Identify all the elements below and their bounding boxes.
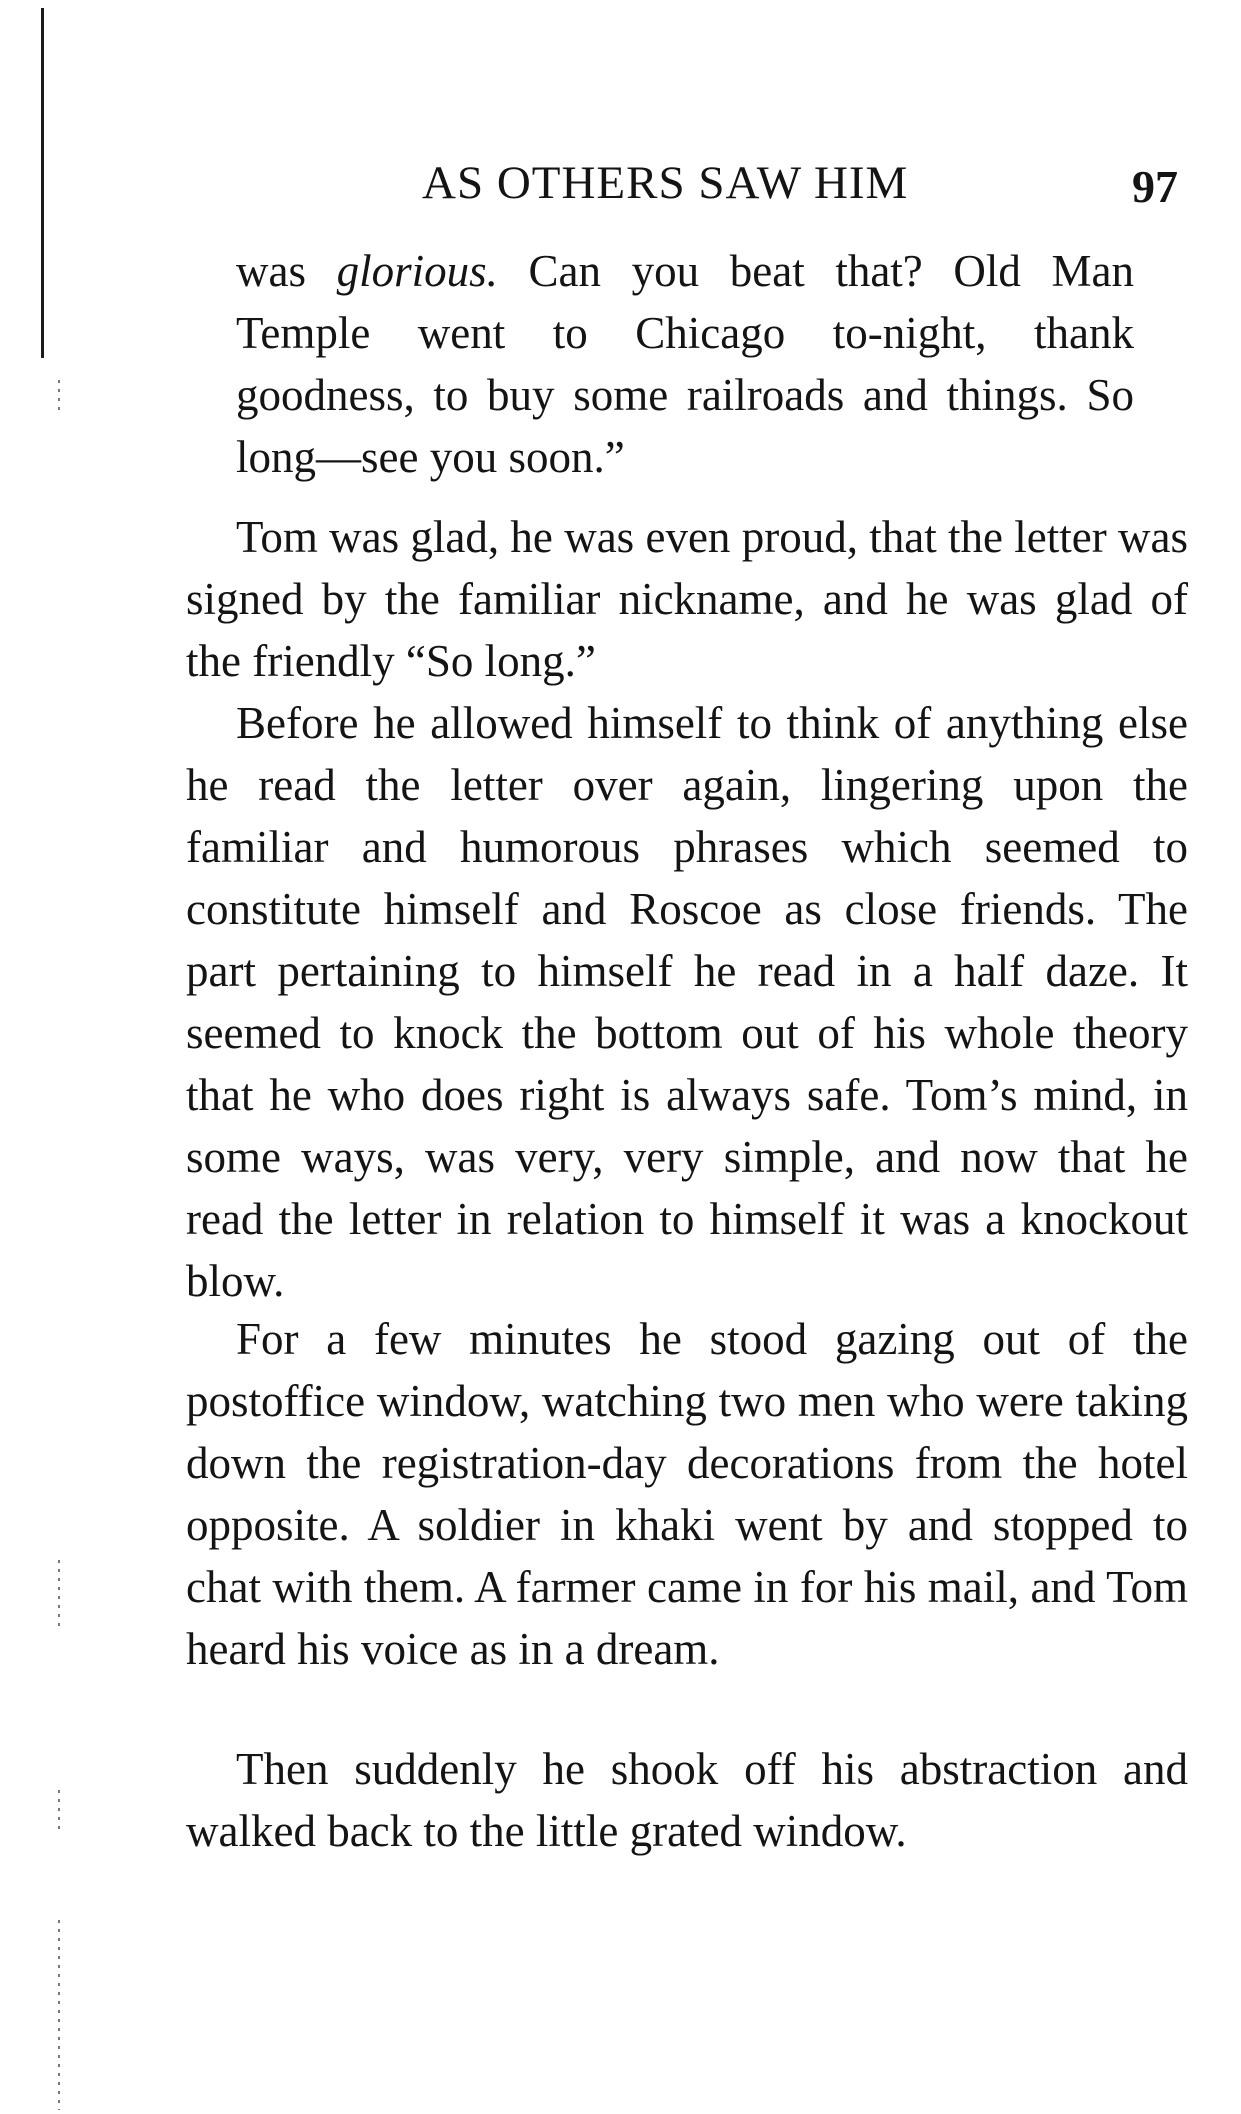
binding-edge-line (41, 8, 44, 358)
body-paragraph: Then suddenly he shook off his abstraction and walked back to the little grated window. (186, 1744, 1188, 1856)
scan-speck-mark (58, 1560, 60, 1630)
page-header (190, 148, 1190, 218)
letter-excerpt (236, 240, 1134, 488)
running-title: AS OTHERS SAW HIM (422, 157, 909, 209)
scan-speck-mark (58, 1920, 60, 2110)
letter-lead-word: was (236, 246, 306, 296)
body-paragraph: For a few minutes he stood gazing out of the postoffice window, watching two men who were taking down the registration-day decorations from the hotel opposite. A soldier in khaki went by and stopped to chat with them. A farmer came in for his mail, and Tom heard his voice as in a dream. (186, 1314, 1188, 1674)
letter-rest: Can you beat that? Old Man Temple went to Chicago to-night, thank goodness, to buy some railroads and things. So long—see you soon.” (236, 246, 1135, 482)
scan-speck-mark (58, 380, 60, 410)
body-paragraph: Before he allowed himself to think of anything else he read the letter over again, lingering upon the familiar and humorous phrases which seemed to constitute himself and Roscoe as close friends. The part pertaining to himself he read in a half daze. It seemed to knock the bottom out of his whole theory that he who does right is always safe. Tom’s mind, in some ways, was very, very simple, and now that he read the letter in relation to himself it was a knockout blow. (186, 698, 1188, 1306)
body-paragraph: Tom was glad, he was even proud, that the letter was signed by the familiar nickname, and he was glad of the friendly “So long.” (186, 512, 1188, 686)
page-number: 97 (1132, 161, 1178, 212)
letter-emphasis: glorious. (336, 246, 498, 296)
scan-speck-mark (58, 1790, 60, 1830)
